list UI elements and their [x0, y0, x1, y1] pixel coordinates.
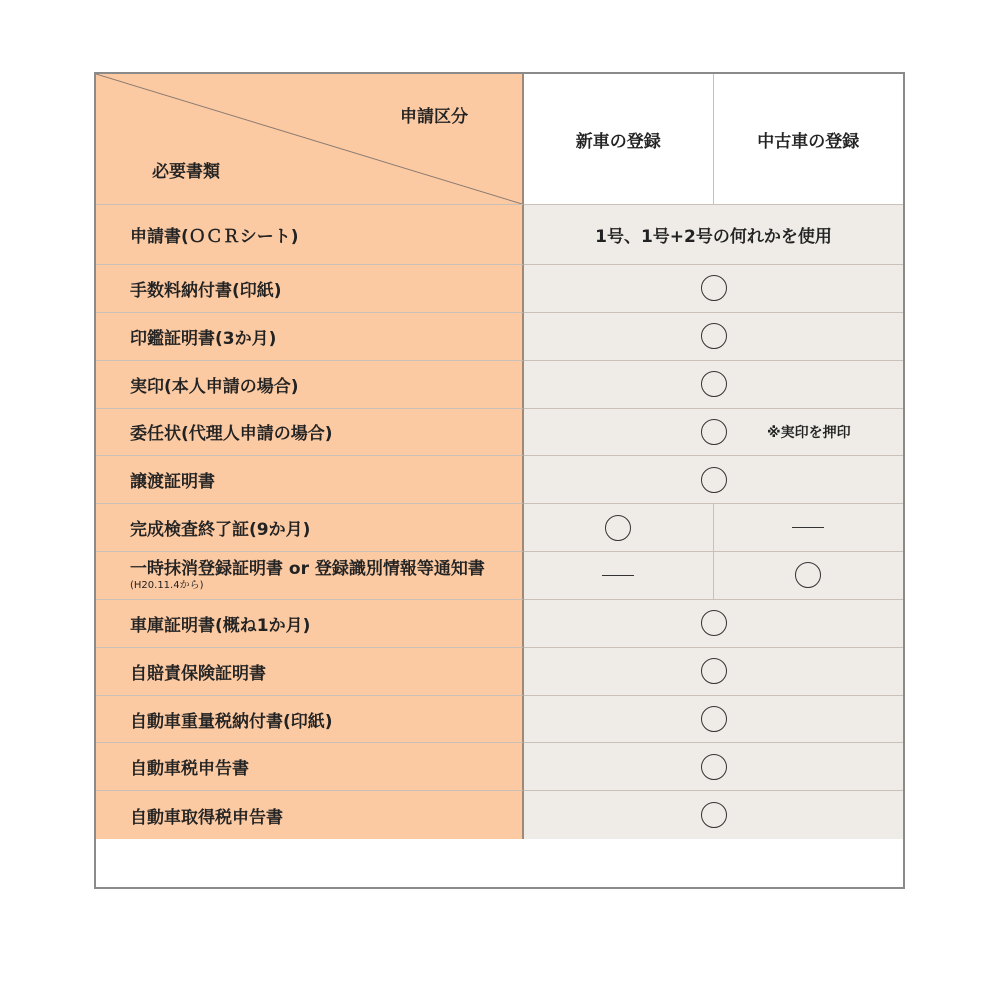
not-required-dash-icon — [792, 527, 824, 528]
required-mark-icon — [701, 658, 727, 684]
row-value — [524, 313, 903, 361]
row-value — [524, 409, 903, 457]
required-mark-icon — [701, 275, 727, 301]
row-value — [524, 361, 903, 409]
row-value — [524, 600, 903, 648]
used-car-cell — [714, 504, 904, 551]
row-value-split — [524, 504, 903, 552]
required-mark-icon — [701, 706, 727, 732]
row-label: 完成検査終了証(9か月) — [96, 504, 524, 552]
required-mark-icon — [701, 371, 727, 397]
row-label: 一時抹消登録証明書 or 登録識別情報等通知書 — [130, 558, 485, 579]
required-mark-icon — [605, 515, 631, 541]
column-used-car: 中古車の登録 — [757, 131, 860, 152]
row-label: 自賠責保険証明書 — [96, 648, 524, 696]
row-value — [524, 648, 903, 696]
row-label: 印鑑証明書(3か月) — [96, 313, 524, 361]
used-car-cell — [714, 552, 904, 599]
required-mark-icon — [701, 419, 727, 445]
row-label: 委任状(代理人申請の場合) — [96, 409, 524, 457]
required-mark-icon — [701, 802, 727, 828]
row-sublabel: (H20.11.4から) — [130, 579, 204, 591]
application-category-label: 申請区分 — [400, 107, 468, 127]
row-label: 車庫証明書(概ね1か月) — [96, 600, 524, 648]
row-label: 実印(本人申請の場合) — [96, 361, 524, 409]
row-value — [524, 743, 903, 791]
new-car-cell — [524, 504, 714, 551]
row-value — [524, 791, 903, 839]
required-mark-icon — [701, 467, 727, 493]
row-value — [524, 456, 903, 504]
required-mark-icon — [701, 610, 727, 636]
header-corner-cell — [96, 74, 524, 205]
header-columns — [524, 74, 903, 205]
row-label-two-line — [96, 552, 524, 600]
row-value — [524, 265, 903, 313]
row-value — [524, 696, 903, 744]
new-car-cell — [524, 552, 714, 599]
required-mark-icon — [701, 323, 727, 349]
required-mark-icon — [701, 754, 727, 780]
seal-note: ※実印を押印 — [767, 424, 851, 441]
not-required-dash-icon — [602, 575, 634, 576]
column-new-car: 新車の登録 — [524, 74, 714, 204]
row-label: 自動車取得税申告書 — [96, 791, 524, 839]
row-label: 自動車税申告書 — [96, 743, 524, 791]
diagonal-divider — [96, 74, 522, 204]
required-documents-label: 必要書類 — [152, 162, 220, 182]
row-value-split — [524, 552, 903, 600]
row-label: 譲渡証明書 — [96, 456, 524, 504]
form-usage-text: 1号、1号+2号の何れかを使用 — [595, 227, 832, 247]
row-label: 手数料納付書(印紙) — [96, 265, 524, 313]
row-value — [524, 205, 903, 265]
row-label: 申請書(ＯＣＲシート) — [96, 205, 524, 265]
required-mark-icon — [795, 562, 821, 588]
row-label: 自動車重量税納付書(印紙) — [96, 696, 524, 744]
required-documents-table — [94, 72, 905, 889]
